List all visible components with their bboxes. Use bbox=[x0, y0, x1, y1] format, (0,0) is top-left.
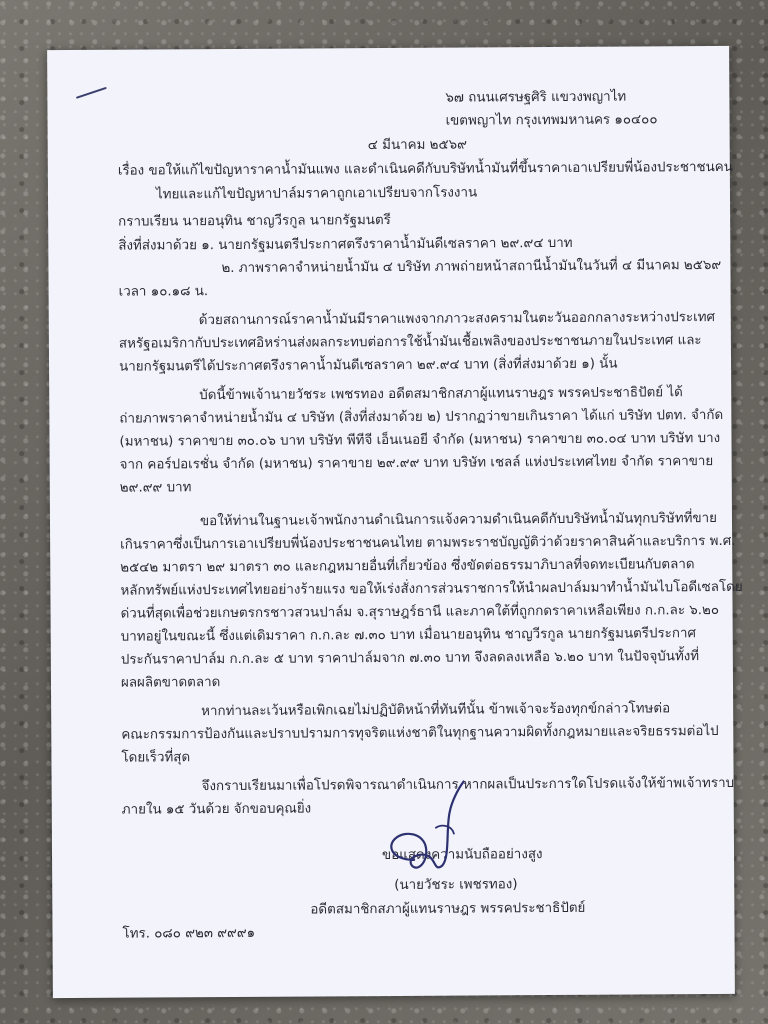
para3-line-2: เกินราคาซึ่งเป็นการเอาเปรียบพี่น้องประชาชนคนไทย ตามพระราชบัญญัติว่าด้วยราคาสินค้าและบริการ พ.ศ. bbox=[120, 533, 736, 553]
subject-line-1: เรื่อง ขอให้แก้ไขปัญหาราคาน้ำมันแพง และดำเนินคดีกับบริษัทน้ำมันที่ขึ้นราคาเอาเปรียบพี่น้องประชาชนคน bbox=[117, 159, 733, 179]
para5-line-1: จึงกราบเรียนมาเพื่อโปรดพิจารณาดำเนินการ หากผลเป็นประการใดโปรดแจ้งให้ข้าพเจ้าทราบ bbox=[201, 775, 735, 795]
closing: ขอแสดงความนับถืออย่างสูง bbox=[381, 847, 543, 864]
para2-line-5: ๒๙.๙๙ บาท bbox=[119, 480, 192, 496]
para3-line-6: บาทอยู่ในขณะนี้ ซึ่งแต่เดิมราคา ก.ก.ละ ๗.๓๐ บาท เมื่อนายอนุทิน ชาญวีรกูล นายกรัฐมนตรีประกาศ bbox=[120, 626, 697, 645]
para2-line-4: จาก คอร์ปอเรชั่น จำกัด (มหาชน) ราคาขาย ๒๙.๙๙ บาท บริษัท เชลล์ แห่งประเทศไทย จำกัด ราคาขาย bbox=[119, 454, 714, 473]
letter-date: ๔ มีนาคม ๒๕๖๙ bbox=[367, 137, 467, 154]
salutation: กราบเรียน นายอนุทิน ชาญวีรกูล นายกรัฐมนตรี bbox=[118, 212, 391, 230]
letter-paper bbox=[47, 46, 743, 998]
para3-line-4: หลักทรัพย์แห่งประเทศไทยอย่างร้ายแรง ขอให้เร่งสั่งการส่วนราชการให้นำผลปาล์มมาทำน้ำมันไบโอดีเซลโดย bbox=[120, 579, 743, 599]
para3-line-1: ขอให้ท่านในฐานะเจ้าพนักงานดำเนินการแจ้งความดำเนินคดีกับบริษัทน้ำมันทุกบริษัทที่ขาย bbox=[199, 511, 718, 530]
para4-line-2: คณะกรรมการป้องกันและปราบปรามการทุจริตแห่งชาติในทุกฐานความผิดทั้งกฎหมายและจริยธรรมต่อไป bbox=[121, 724, 719, 743]
enclosure-2: ๒. ภาพราคาจำหน่ายน้ำมัน ๔ บริษัท ภาพถ่ายหน้าสถานีน้ำมันในวันที่ ๔ มีนาคม ๒๕๖๙ bbox=[221, 257, 722, 277]
para2-line-1: บัดนี้ข้าพเจ้านายวัชระ เพชรทอง อดีตสมาชิกสภาผู้แทนราษฎร พรรคประชาธิปัตย์ ได้ bbox=[199, 385, 683, 404]
para4-line-1: หากท่านละเว้นหรือเพิกเฉยไม่ปฏิบัติหน้าที่ทันทีนั้น ข้าพเจ้าจะร้องทุกข์กล่าวโทษต่อ bbox=[201, 701, 671, 720]
subject-line-2: ไทยและแก้ไขปัญหาปาล์มราคาถูกเอาเปรียบจากโรงงาน bbox=[155, 185, 478, 203]
para1-line-2: สหรัฐอเมริกากับประเทศอิหร่านส่งผลกระทบต่อการใช้น้ำมันเชื้อเพลิงของประชาชนภายในประเทศ และ bbox=[118, 333, 702, 352]
para5-line-2: ภายใน ๑๕ วันด้วย จักขอบคุณยิ่ง bbox=[121, 801, 312, 818]
para3-line-3: ๒๕๔๒ มาตรา ๒๙ มาตรา ๓๐ และกฎหมายอื่นที่เกี่ยวข้อง ซึ่งขัดต่อธรรมาภิบาลที่จดทะเบียนกับตลาด bbox=[120, 557, 695, 576]
signer-name: (นายวัชระ เพชรทอง) bbox=[394, 877, 518, 893]
para2-line-2: ถ่ายภาพราคาจำหน่ายน้ำมัน ๔ บริษัท (สิ่งที่ส่งมาด้วย ๒) ปรากฏว่าขายเกินราคา ได้แก่ บริษัท ปตท. จำกัด bbox=[119, 407, 724, 427]
phone-number: โทร. ๐๘๐ ๙๒๓ ๙๙๙๑ bbox=[122, 925, 256, 942]
enclosure-1: สิ่งที่ส่งมาด้วย ๑. นายกรัฐมนตรีประกาศตรึงราคาน้ำมันดีเซลราคา ๒๙.๙๔ บาท bbox=[118, 235, 573, 254]
handwritten-signature bbox=[372, 768, 473, 889]
para1-line-3: นายกรัฐมนตรีได้ประกาศตรึงราคาน้ำมันดีเซลราคา ๒๙.๙๔ บาท (สิ่งที่ส่งมาด้วย ๑) นั้น bbox=[119, 356, 618, 375]
para3-line-7: ประกันราคาปาล์ม ก.ก.ละ ๕ บาท ราคาปาล์มจาก ๗.๓๐ บาท จึงลดลงเหลือ ๖.๒๐ บาท ในปัจจุบันทั้งที่ bbox=[120, 649, 700, 668]
sender-address-line-2: เขตพญาไท กรุงเทพมหานคร ๑๐๔๐๐ bbox=[445, 112, 658, 129]
para2-line-3: (มหาชน) ราคาขาย ๓๐.๐๖ บาท บริษัท พีทีจี เอ็นเนอยี จำกัด (มหาชน) ราคาขาย ๓๐.๐๔ บาท บริษัท บาง bbox=[119, 430, 721, 450]
enclosure-2-cont: เวลา ๑๐.๑๘ น. bbox=[118, 284, 209, 300]
signer-title: อดีตสมาชิกสภาผู้แทนราษฎร พรรคประชาธิปัตย์ bbox=[310, 900, 586, 918]
para1-line-1: ด้วยสถานการณ์ราคาน้ำมันมีราคาแพงจากภาวะสงครามในตะวันออกกลางระหว่างประเทศ bbox=[198, 310, 716, 329]
para4-line-3: โดยเร็วที่สุด bbox=[121, 750, 191, 766]
para3-line-5: ด่วนที่สุดเพื่อช่วยเกษตรกรชาวสวนปาล์ม จ.สุราษฎร์ธานี และภาคใต้ที่ถูกกดราคาเหลือเพียง ก.ก.ละ ๖.๒๐ bbox=[120, 602, 720, 622]
pen-stroke-mark bbox=[76, 87, 107, 99]
sender-address-line-1: ๖๗ ถนนเศรษฐศิริ แขวงพญาไท bbox=[445, 89, 627, 106]
para3-line-8: ผลผลิตขาดตลาด bbox=[120, 675, 221, 691]
